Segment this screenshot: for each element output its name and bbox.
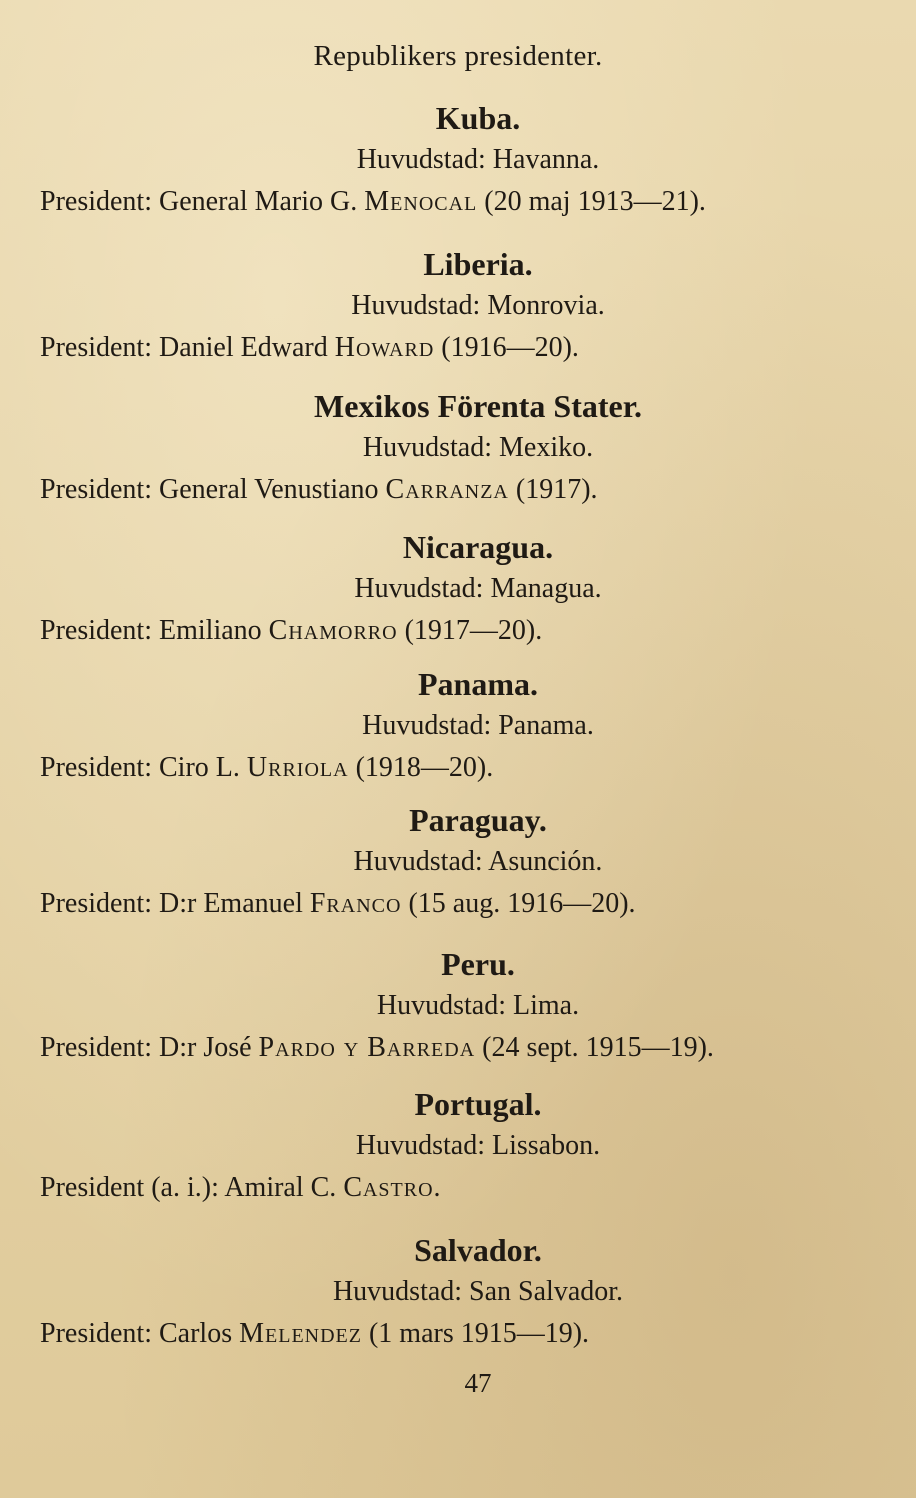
president-line	[40, 328, 916, 368]
president-term: (20 maj 1913—21).	[484, 186, 706, 217]
capital-line: Huvudstad: Lissabon.	[355, 1130, 601, 1161]
president-prefix: Amiral C.	[224, 1172, 337, 1203]
entry-liberia	[0, 244, 916, 368]
president-label: President:	[40, 1032, 152, 1063]
president-surname: Melendez	[239, 1318, 362, 1349]
president-surname: Carranza	[385, 474, 509, 505]
president-term: (1917).	[515, 474, 598, 505]
country-name: Salvador.	[414, 1232, 542, 1268]
capital-line: Huvudstad: Asunción.	[353, 846, 603, 877]
entry-panama	[0, 664, 916, 788]
president-term: (1 mars 1915—19).	[368, 1318, 590, 1349]
capital-line: Huvudstad: Panama.	[362, 710, 594, 741]
country-name: Kuba.	[435, 100, 521, 136]
country-name: Nicaragua.	[402, 529, 554, 565]
president-label: President:	[40, 752, 152, 783]
entry-paraguay	[0, 800, 916, 924]
president-line	[40, 1028, 916, 1068]
president-surname: Chamorro	[268, 615, 398, 646]
entry-salvador	[0, 1230, 916, 1354]
entry-nicaragua	[0, 527, 916, 651]
country-name: Paraguay.	[409, 802, 547, 838]
country-name: Mexikos Förenta Stater.	[314, 388, 642, 424]
president-prefix: D:r José	[159, 1032, 252, 1063]
president-surname: Pardo y Barreda	[258, 1032, 476, 1063]
president-surname: Menocal	[364, 186, 478, 217]
president-line	[40, 884, 916, 924]
president-prefix: D:r Emanuel	[159, 888, 303, 919]
president-line	[40, 1168, 916, 1208]
country-name: Liberia.	[423, 246, 533, 282]
president-label: President:	[40, 1318, 152, 1349]
entry-portugal	[0, 1084, 916, 1208]
president-surname: Castro.	[343, 1172, 442, 1203]
capital-line: Huvudstad: Lima.	[376, 990, 580, 1021]
president-surname: Franco	[309, 888, 402, 919]
president-term: (1917—20).	[404, 615, 543, 646]
entry-kuba	[0, 98, 916, 222]
page-number: 47	[464, 1368, 492, 1398]
capital-line: Huvudstad: Monrovia.	[351, 290, 605, 321]
president-label: President:	[40, 332, 152, 363]
president-prefix: Ciro L.	[159, 752, 240, 783]
capital-line: Huvudstad: Havanna.	[356, 144, 600, 175]
president-line	[40, 470, 916, 510]
capital-line: Huvudstad: Mexiko.	[362, 432, 594, 463]
entry-mexiko	[0, 386, 916, 510]
president-line	[40, 182, 916, 222]
president-label: President:	[40, 888, 152, 919]
entry-peru	[0, 944, 916, 1068]
president-label: President:	[40, 186, 152, 217]
president-prefix: Carlos	[159, 1318, 233, 1349]
president-label: President (a. i.):	[40, 1172, 219, 1203]
capital-line: Huvudstad: San Salvador.	[332, 1276, 624, 1307]
president-line	[40, 748, 916, 788]
president-term: (15 aug. 1916—20).	[408, 888, 636, 919]
president-prefix: Emiliano	[159, 615, 262, 646]
president-prefix: General Venustiano	[159, 474, 379, 505]
president-surname: Howard	[334, 332, 435, 363]
president-line	[40, 1314, 916, 1354]
president-term: (1916—20).	[441, 332, 579, 363]
president-label: President:	[40, 615, 152, 646]
president-prefix: Daniel Edward	[159, 332, 328, 363]
country-name: Peru.	[441, 946, 515, 982]
running-title: Republikers presidenter.	[313, 40, 603, 72]
president-surname: Urriola	[246, 752, 349, 783]
president-term: (24 sept. 1915—19).	[482, 1032, 714, 1063]
country-name: Panama.	[418, 666, 538, 702]
capital-line: Huvudstad: Managua.	[354, 573, 602, 604]
country-name: Portugal.	[414, 1086, 542, 1122]
president-term: (1918—20).	[355, 752, 494, 783]
president-label: President:	[40, 474, 152, 505]
president-prefix: General Mario G.	[159, 186, 358, 217]
president-line	[40, 611, 916, 651]
